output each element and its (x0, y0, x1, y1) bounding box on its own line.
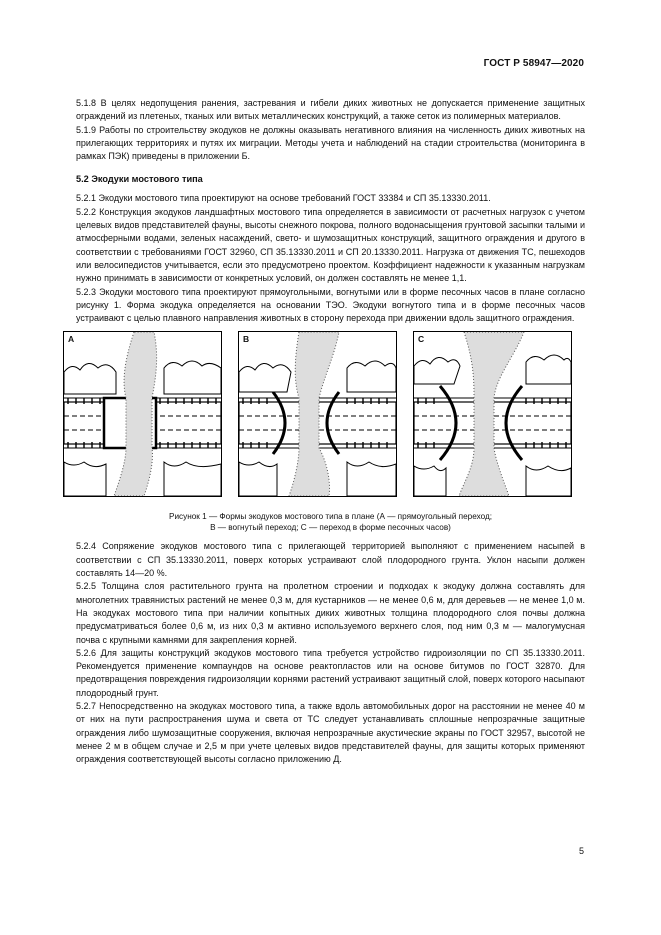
figure-panel-b (238, 331, 397, 497)
page-number: 5 (578, 846, 584, 856)
section-title: 5.2 Экодуки мостового типа (76, 174, 203, 185)
paragraph-5-1-9: 5.1.9 Работы по строительству экодуков не должны оказывать негативного влияния на численность диких животных на прилегающих территориях и путях их миграции. Методы учета и наблюдений на стадии строительства (мониторинга в рамках ПЭК) приведены в приложении Б. (76, 124, 585, 162)
paragraph-5-2-7: 5.2.7 Непосредственно на экодуках мостового типа, а также вдоль автомобильных дорог на расстоянии не менее 40 м от них на пути распространения шума и света от ТС следует устанавливать сплошные непрозрачные защитные ограждения либо шумозащитные сооружения, включая непрозрачные акустические экраны по ГОСТ 32957, высотой не менее 2 м в общем случае и 2,5 м при учете целевых видов представителей фауны, для защиты которых применяют ограждения соответствующей высоты согласно приложению Д. (76, 701, 585, 765)
panel-label-b: B (243, 334, 250, 345)
document-header: ГОСТ Р 58947—2020 (483, 58, 584, 69)
figure-caption-line-2: В — вогнутый переход; С — переход в форме песочных часов) (210, 523, 451, 533)
panel-label-c: C (418, 334, 425, 345)
figure-1 (68, 331, 585, 509)
concave-crossing-drawing (239, 332, 396, 496)
paragraph-5-2-5: 5.2.5 Толщина слоя растительного грунта на пролетном строении и подходах к экодуку должна составлять для многолетних травянистых растений не менее 0,3 м, для кустарников — не менее 0,6 м, для деревьев — не менее 1,0 м. На экодуках мостового типа при наличии копытных диких животных толщина плодородного слоя почвы должна предусматриваться более 0,6 м, из них 0,3 м активно используемого верхнего слоя, под ним 0,3 м — малогумусная почва с крупными камнями для закрепления корней. (76, 581, 585, 645)
paragraph-5-2-2: 5.2.2 Конструкция экодуков ландшафтных мостового типа определяется в зависимости от расчетных нагрузок с учетом целевых видов представителей фауны, высоты снежного покрова, полного водонасыщения грунтовой засыпки талыми и атмосферными водами, зеленых насаждений, свето- и шумозащитных конструкций, защитного ограждения и другого в соответствии с требованиями ГОСТ 32960, СП 35.13330.2011 и СП 20.13330.2011. Нагрузка от движения ТС, пешеходов или велосипедистов учитывается, если это предусмотрено проектом. Коэффициент надежности к указанным нагрузкам нужно принимать в зависимости от конкретных условий, он должен составлять не менее 1,1. (76, 206, 585, 284)
figure-panel-c (413, 331, 572, 497)
paragraph-5-2-1: 5.2.1 Экодуки мостового типа проектируют на основе требований ГОСТ 33384 и СП 35.13330.2011. (76, 193, 491, 204)
paragraph-5-2-3: 5.2.3 Экодуки мостового типа проектируют прямоугольными, вогнутыми или в форме песочных часов в плане согласно рисунку 1. Форма экодука определяется на основании ТЭО. Экодуки вогнутого типа и в форме песочных часов устраивают с целью плавного направления животных в сторону перехода при движении вдоль защитного ограждения. (76, 286, 585, 324)
paragraph-5-2-6: 5.2.6 Для защиты конструкций экодуков мостового типа требуется устройство гидроизоляции по СП 35.13330.2011. Рекомендуется применение компаундов на основе реактопластов или на основе битумов по ГОСТ 32870. Для предотвращения повреждения гидроизоляции корнями растений устраивают защитный слой, поверх которого насыпают плодородный грунт. (76, 647, 585, 698)
page-body (68, 97, 585, 767)
figure-caption (76, 511, 585, 533)
rectangular-crossing-drawing (64, 332, 221, 496)
figure-caption-line-1: Рисунок 1 — Формы экодуков мостового типа в плане (А — прямоугольный переход; (168, 512, 493, 522)
paragraph-5-1-8: 5.1.8 В целях недопущения ранения, застревания и гибели диких животных не допускается применение защитных ограждений из плетеных, тканых или витых металлических конструкций, а также сеток из полимерных материалов. (76, 98, 585, 122)
panel-label-a: A (68, 334, 75, 345)
paragraph-5-2-4: 5.2.4 Сопряжение экодуков мостового типа с прилегающей территорией выполняют с применением насыпей в соответствии с СП 35.13330.2011, поверх которых устраивают слой плодородного грунта. Уклон насыпи должен составлять 14—20 %. (76, 541, 585, 579)
figure-panel-a (63, 331, 222, 497)
hourglass-crossing-drawing (414, 332, 571, 496)
